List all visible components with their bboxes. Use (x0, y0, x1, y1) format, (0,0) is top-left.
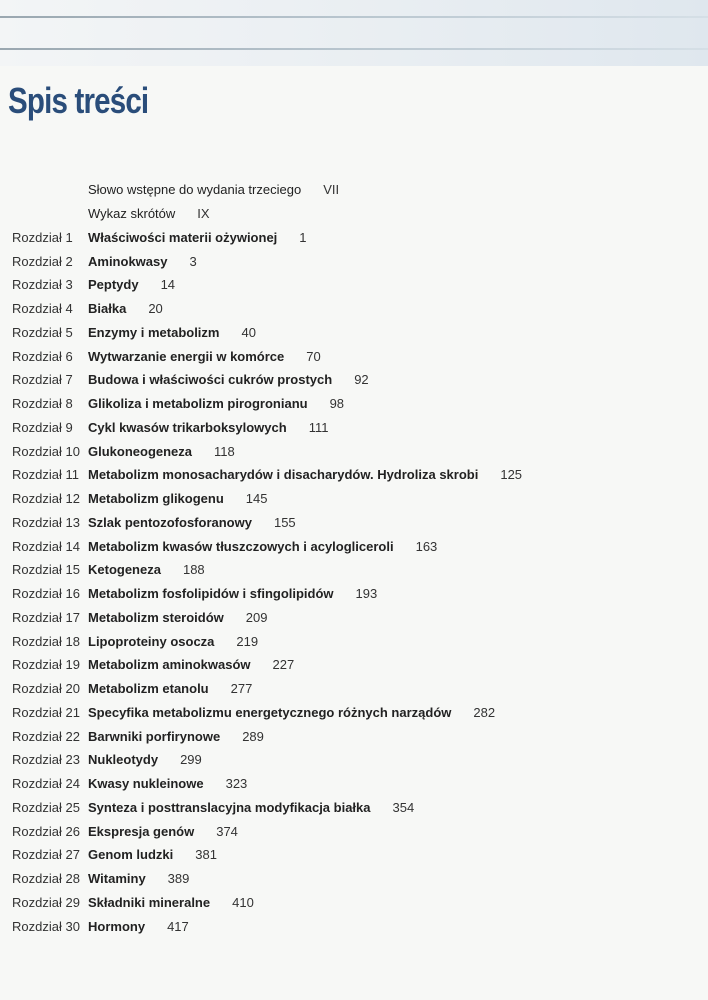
chapter-page-number: 98 (329, 396, 345, 412)
chapter-title: Barwniki porfirynowe (88, 728, 221, 744)
chapter-label: Rozdział 10 (12, 443, 80, 459)
chapter-label: Rozdział 5 (12, 324, 73, 340)
chapter-page-number: 354 (392, 799, 415, 815)
chapter-page-number: 323 (225, 776, 248, 792)
chapter-title: Specyfika metabolizmu energetycznego różnych narządów (88, 704, 452, 720)
chapter-title: Nukleotydy (88, 752, 159, 768)
chapter-label: Rozdział 30 (12, 918, 80, 934)
toc-chapter-row (0, 724, 708, 748)
chapter-title: Ketogeneza (88, 562, 161, 578)
chapter-title: Witaminy (88, 871, 146, 887)
table-of-contents (0, 178, 708, 938)
toc-chapter-row (0, 748, 708, 772)
chapter-title: Metabolizm monosacharydów i disacharydów. Hydroliza skrobi (88, 467, 479, 483)
chapter-title: Składniki mineralne (88, 894, 211, 910)
chapter-label: Rozdział 28 (12, 871, 80, 887)
chapter-title: Glukoneogeneza (88, 443, 193, 459)
header-rule-bottom (0, 48, 708, 50)
chapter-label: Rozdział 6 (12, 348, 73, 364)
toc-chapter-row (0, 606, 708, 630)
chapter-label: Rozdział 21 (12, 704, 80, 720)
chapter-title: Metabolizm fosfolipidów i sfingolipidów (88, 586, 334, 602)
chapter-label: Rozdział 13 (12, 514, 80, 530)
chapter-page-number: 188 (182, 562, 205, 578)
toc-chapter-row (0, 843, 708, 867)
chapter-page-number: 3 (189, 253, 197, 269)
chapter-page-number: 227 (272, 657, 295, 673)
chapter-label: Rozdział 2 (12, 253, 73, 269)
chapter-page-number: 163 (415, 538, 438, 554)
chapter-page-number: 219 (236, 633, 259, 649)
toc-chapter-row (0, 867, 708, 891)
chapter-label: Rozdział 29 (12, 894, 80, 910)
chapter-page-number: IX (197, 206, 210, 222)
page-title: Spis treści (8, 80, 149, 121)
chapter-page-number: 193 (355, 586, 378, 602)
header-rule-top (0, 16, 708, 18)
chapter-label: Rozdział 9 (12, 419, 73, 435)
chapter-title: Peptydy (88, 277, 139, 293)
chapter-label: Rozdział 15 (12, 562, 80, 578)
chapter-label: Rozdział 4 (12, 301, 73, 317)
chapter-title: Synteza i posttranslacyjna modyfikacja białka (88, 799, 371, 815)
chapter-title: Wytwarzanie energii w komórce (88, 348, 285, 364)
chapter-page-number: 289 (242, 728, 264, 744)
chapter-title: Metabolizm aminokwasów (88, 657, 251, 673)
chapter-title: Białka (88, 301, 127, 317)
chapter-title: Genom ludzki (88, 847, 174, 863)
chapter-label: Rozdział 22 (12, 728, 80, 744)
toc-chapter-row (0, 819, 708, 843)
toc-chapter-row (0, 416, 708, 440)
chapter-page-number: 14 (160, 277, 176, 293)
chapter-page-number: VII (323, 182, 340, 198)
toc-chapter-row (0, 344, 708, 368)
chapter-title: Lipoproteiny osocza (88, 633, 215, 649)
toc-chapter-row (0, 439, 708, 463)
header-band (0, 0, 708, 66)
toc-chapter-row (0, 914, 708, 938)
chapter-title: Ekspresja genów (88, 823, 195, 839)
toc-chapter-row (0, 558, 708, 582)
toc-chapter-row (0, 582, 708, 606)
chapter-label: Rozdział 19 (12, 657, 80, 673)
toc-frontmatter-row (0, 202, 708, 226)
chapter-label: Rozdział 1 (12, 229, 73, 245)
chapter-page-number: 417 (167, 918, 189, 934)
toc-chapter-row (0, 226, 708, 250)
chapter-title: Kwasy nukleinowe (88, 776, 204, 792)
chapter-title: Metabolizm glikogenu (88, 491, 224, 507)
chapter-title: Szlak pentozofosforanowy (88, 514, 252, 530)
toc-chapter-row (0, 534, 708, 558)
toc-chapter-row (0, 772, 708, 796)
toc-chapter-row (0, 297, 708, 321)
toc-chapter-row (0, 511, 708, 535)
chapter-label: Rozdział 12 (12, 491, 80, 507)
chapter-page-number: 155 (273, 514, 296, 530)
chapter-page-number: 118 (214, 443, 235, 459)
chapter-label: Rozdział 18 (12, 633, 80, 649)
chapter-page-number: 125 (500, 467, 523, 483)
chapter-page-number: 277 (230, 681, 253, 697)
chapter-page-number: 381 (195, 847, 217, 863)
chapter-title: Aminokwasy (88, 253, 168, 269)
chapter-page-number: 20 (148, 301, 163, 317)
chapter-page-number: 145 (245, 491, 268, 507)
chapter-page-number: 92 (354, 372, 369, 388)
chapter-title: Właściwości materii ożywionej (88, 229, 278, 245)
chapter-page-number: 374 (216, 823, 238, 839)
chapter-title: Glikoliza i metabolizm pirogronianu (88, 396, 308, 412)
toc-chapter-row (0, 891, 708, 915)
toc-chapter-row (0, 368, 708, 392)
chapter-label: Rozdział 3 (12, 277, 73, 293)
chapter-label: Rozdział 20 (12, 681, 80, 697)
toc-chapter-row (0, 796, 708, 820)
chapter-label: Rozdział 8 (12, 396, 73, 412)
chapter-page-number: 282 (473, 704, 496, 720)
chapter-page-number: 410 (232, 894, 254, 910)
toc-chapter-row (0, 677, 708, 701)
toc-chapter-row (0, 273, 708, 297)
chapter-label: Rozdział 27 (12, 847, 80, 863)
chapter-title: Budowa i właściwości cukrów prostych (88, 372, 333, 388)
chapter-title: Cykl kwasów trikarboksylowych (88, 419, 287, 435)
chapter-title: Metabolizm steroidów (88, 609, 224, 625)
chapter-label: Rozdział 11 (12, 467, 79, 483)
chapter-page-number: 389 (167, 871, 190, 887)
chapter-title: Metabolizm kwasów tłuszczowych i acylogliceroli (88, 538, 394, 554)
chapter-label: Rozdział 23 (12, 752, 80, 768)
chapter-label: Rozdział 14 (12, 538, 80, 554)
toc-chapter-row (0, 249, 708, 273)
chapter-label: Rozdział 25 (12, 799, 80, 815)
chapter-title: Wykaz skrótów (88, 206, 176, 222)
toc-chapter-row (0, 701, 708, 725)
toc-chapter-row (0, 487, 708, 511)
chapter-label: Rozdział 17 (12, 609, 80, 625)
toc-chapter-row (0, 463, 708, 487)
chapter-page-number: 209 (245, 609, 268, 625)
chapter-label: Rozdział 16 (12, 586, 80, 602)
chapter-page-number: 299 (180, 752, 202, 768)
chapter-label: Rozdział 24 (12, 776, 80, 792)
chapter-title: Hormony (88, 918, 146, 934)
chapter-label: Rozdział 7 (12, 372, 73, 388)
chapter-title: Słowo wstępne do wydania trzeciego (88, 182, 302, 198)
toc-chapter-row (0, 392, 708, 416)
chapter-page-number: 111 (308, 419, 329, 435)
chapter-title: Enzymy i metabolizm (88, 324, 220, 340)
chapter-page-number: 40 (241, 324, 256, 340)
chapter-page-number: 70 (306, 348, 321, 364)
toc-frontmatter-row (0, 178, 708, 202)
toc-chapter-row (0, 321, 708, 345)
toc-chapter-row (0, 653, 708, 677)
chapter-label: Rozdział 26 (12, 823, 80, 839)
chapter-page-number: 1 (299, 229, 307, 245)
toc-chapter-row (0, 629, 708, 653)
chapter-title: Metabolizm etanolu (88, 681, 209, 697)
